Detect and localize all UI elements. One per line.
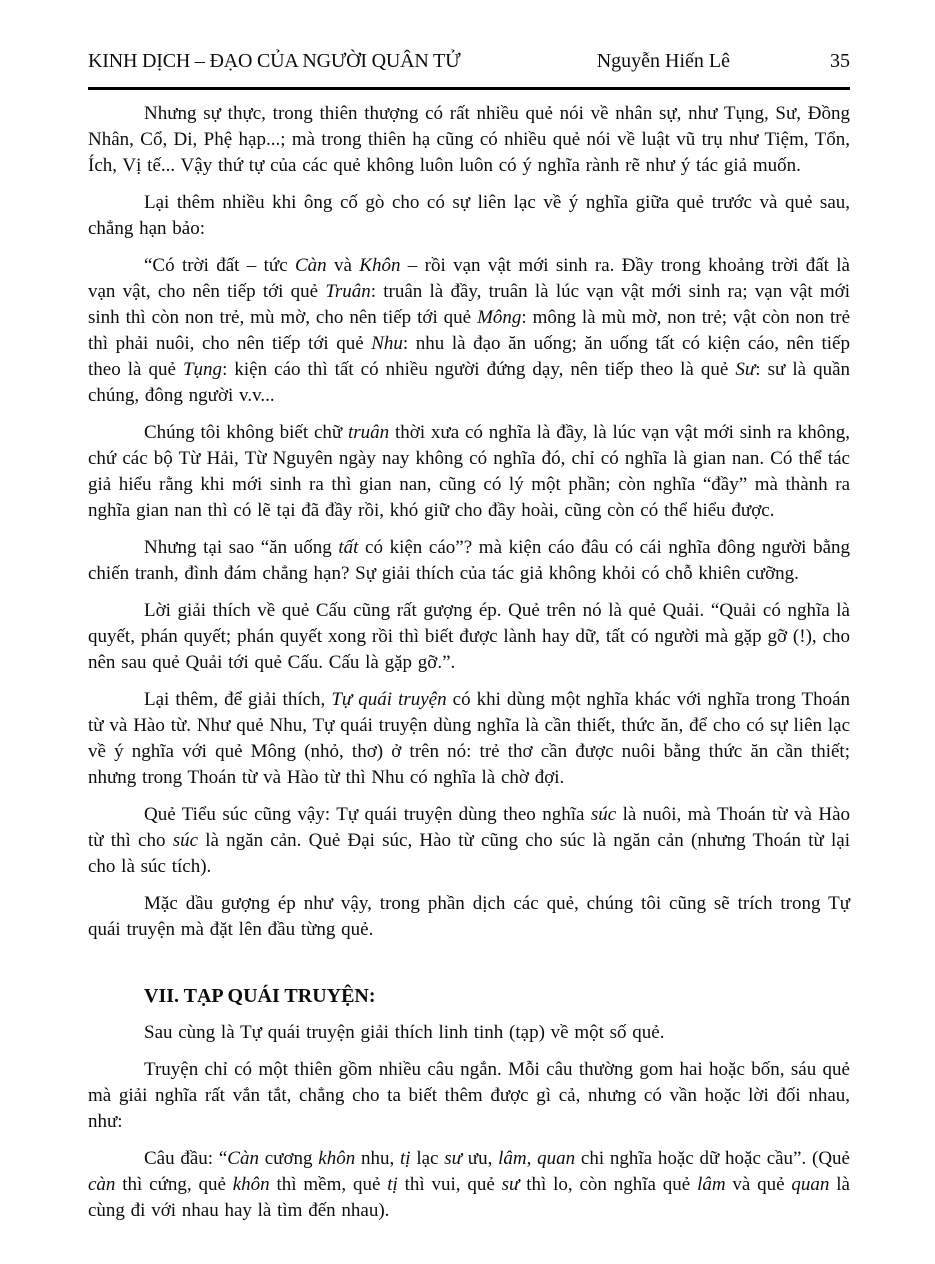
text-run: “Có trời đất – tức <box>144 255 295 276</box>
text-run: Nhưng tại sao “ăn uống <box>144 537 339 558</box>
text-run: VII. TẠP QUÁI TRUYỆN: <box>144 985 376 1007</box>
section-heading <box>88 983 850 1009</box>
page-number: 35 <box>830 50 850 72</box>
text-run: lạc <box>410 1148 445 1169</box>
text-run: : sư là quần chúng, đông người v.v... <box>88 359 851 406</box>
text-run: : truân là đầy, truân là lúc vạn vật mới sinh ra; vạn vật mới sinh thì còn non trẻ, mù mờ, cho nên tiếp tới quẻ <box>88 281 851 328</box>
text-run: ưu, <box>462 1148 499 1169</box>
running-head-author: Nguyễn Hiến Lê <box>596 50 730 72</box>
text-run: : kiện cáo thì tất có nhiều người đứng dạy, nên tiếp theo là quẻ <box>222 359 736 380</box>
italic-text-run: truân <box>348 422 390 443</box>
body-paragraph <box>88 687 850 791</box>
body-paragraph <box>88 802 850 880</box>
italic-text-run: tị <box>400 1148 411 1169</box>
text-run: thì lo, còn nghĩa quẻ <box>519 1174 698 1195</box>
body-paragraph <box>88 190 850 242</box>
body-paragraph <box>88 1057 850 1135</box>
body-paragraph <box>88 535 850 587</box>
text-run: là nuôi, mà Thoán từ và Hào từ thì cho <box>88 804 851 851</box>
italic-text-run: tất <box>338 537 359 558</box>
text-run: Nhưng sự thực, trong thiên thượng có rất nhiều quẻ nói về nhân sự, như Tụng, Sư, Đồng Nhân, Cổ, Di, Phệ hạp...; mà trong thiên hạ cũng có nhiều quẻ nói về luật vũ trụ như Tiệm, Tổn, Ích, Vị tế... Vậy thứ tự của các quẻ không luôn luôn có ý nghĩa rành rẽ như ý tác giả muốn. <box>88 103 850 176</box>
italic-text-run: Khôn <box>359 255 401 276</box>
italic-text-run: Càn <box>294 255 327 276</box>
page-header <box>88 50 850 73</box>
body-paragraph <box>88 598 850 676</box>
text-run: thì mềm, quẻ <box>269 1174 388 1195</box>
text-run: Truyện chỉ có một thiên gồm nhiều câu ngắn. Mỗi câu thường gom hai hoặc bốn, sáu quẻ mà giải nghĩa rất vắn tắt, chẳng cho ta biết thêm được gì cả, nhưng có vần hoặc lời đối nhau, như: <box>88 1059 850 1132</box>
italic-text-run: sư <box>444 1148 463 1169</box>
italic-text-run: Càn <box>227 1148 259 1169</box>
body-paragraph <box>88 891 850 943</box>
text-run: là ngăn cản. Quẻ Đại súc, Hào từ cũng cho súc là ngăn cản (nhưng Thoán từ lại cho là súc tích). <box>88 830 851 877</box>
italic-text-run: càn <box>88 1174 116 1195</box>
italic-text-run: lâm <box>498 1148 527 1169</box>
text-run: Chúng tôi không biết chữ <box>144 422 348 443</box>
italic-text-run: quan <box>537 1148 576 1169</box>
italic-text-run: quan <box>791 1174 830 1195</box>
italic-text-run: Truân <box>325 281 371 302</box>
italic-text-run: lâm <box>697 1174 726 1195</box>
text-run: có kiện cáo”? mà kiện cáo đâu có cái nghĩa đông người bằng chiến tranh, đình đám chẳng hạn? Sự giải thích của tác giả không khỏi có chỗ khiên cưỡng. <box>88 537 851 584</box>
italic-text-run: tị <box>387 1174 398 1195</box>
text-run: : nhu là đạo ăn uống; ăn uống tất có kiện cáo, nên tiếp theo là quẻ <box>88 333 850 380</box>
text-run: : mông là mù mờ, non trẻ; vật còn non trẻ thì phải nuôi, cho nên tiếp tới quẻ <box>88 307 851 354</box>
text-run: – rồi vạn vật mới sinh ra. Đầy trong khoảng trời đất là vạn vật, cho nên tiếp tới quẻ <box>88 255 850 302</box>
text-run: thì cứng, quẻ <box>115 1174 233 1195</box>
body-paragraph <box>88 101 850 179</box>
body-paragraph <box>88 1146 850 1224</box>
italic-text-run: khôn <box>318 1148 356 1169</box>
page-body <box>88 101 850 1224</box>
italic-text-run: Mông <box>477 307 522 328</box>
italic-text-run: súc <box>590 804 617 825</box>
text-run: Lời giải thích về quẻ Cấu cũng rất gượng ép. Quẻ trên nó là quẻ Quải. “Quải có nghĩa là quyết, phán quyết; phán quyết xong rồi thì biết được lành hay dữ, tất có người mà gặp gỡ (!), cho nên sau quẻ Quải tới quẻ Cấu. Cấu là gặp gỡ.”. <box>88 600 850 673</box>
text-run: cương <box>258 1148 319 1169</box>
text-run: nhu, <box>355 1148 401 1169</box>
italic-text-run: sư <box>501 1174 520 1195</box>
running-head-book-title: KINH DỊCH – ĐẠO CỦA NGƯỜI QUÂN TỬ <box>88 50 461 72</box>
text-run: Lại thêm, để giải thích, <box>144 689 332 710</box>
text-run: và <box>326 255 360 276</box>
italic-text-run: Tự quái truyện <box>331 689 447 710</box>
text-run: là cùng đi với nhau hay là tìm đến nhau). <box>88 1174 850 1221</box>
text-run: thì vui, quẻ <box>397 1174 502 1195</box>
italic-text-run: Sư <box>735 359 756 380</box>
text-run: thời xưa có nghĩa là đầy, là lúc vạn vật mới sinh ra không, chứ các bộ Từ Hải, Từ Nguyên ngày nay không có nghĩa đó, chỉ có nghĩa là gian nan. Có thể tác giả hiểu rằng khi mới sinh ra thì gian nan, cũng có lý một phần; còn nghĩa “đầy” mà thành ra nghĩa gian nan thì có lẽ tại đã đầy rồi, khó giữ cho đầy hoài, cũng còn có thể hiểu được. <box>88 422 851 521</box>
text-run: chi nghĩa hoặc dữ hoặc cầu”. (Quẻ <box>575 1148 850 1169</box>
italic-text-run: khôn <box>232 1174 270 1195</box>
text-run: Sau cùng là Tự quái truyện giải thích linh tinh (tạp) về một số quẻ. <box>144 1022 665 1043</box>
body-paragraph <box>88 253 850 409</box>
italic-text-run: Nhu <box>371 333 403 354</box>
text-run: Câu đầu: “ <box>144 1148 228 1169</box>
body-paragraph <box>88 420 850 524</box>
text-run: Mặc dầu gượng ép như vậy, trong phần dịch các quẻ, chúng tôi cũng sẽ trích trong Tự quái truyện mà đặt lên đầu từng quẻ. <box>88 893 850 940</box>
text-run: có khi dùng một nghĩa khác với nghĩa trong Thoán từ và Hào từ. Như quẻ Nhu, Tự quái truyện dùng nghĩa là cần thiết, thức ăn, để cho có sự liên lạc về ý nghĩa với quẻ Mông (nhỏ, thơ) ở trên nó: trẻ thơ cần được nuôi bằng thức ăn cần thiết; nhưng trong Thoán từ và Hào từ thì Nhu có nghĩa là chờ đợi. <box>88 689 851 788</box>
header-rule <box>88 87 850 90</box>
text-run: Lại thêm nhiều khi ông cố gò cho có sự liên lạc về ý nghĩa giữa quẻ trước và quẻ sau, chẳng hạn bảo: <box>88 192 850 239</box>
italic-text-run: súc <box>172 830 199 851</box>
text-run: Quẻ Tiểu súc cũng vậy: Tự quái truyện dùng theo nghĩa <box>144 804 591 825</box>
italic-text-run: Tụng <box>182 359 223 380</box>
body-paragraph <box>88 1020 850 1046</box>
text-run: và quẻ <box>725 1174 792 1195</box>
text-run: , <box>526 1148 538 1169</box>
